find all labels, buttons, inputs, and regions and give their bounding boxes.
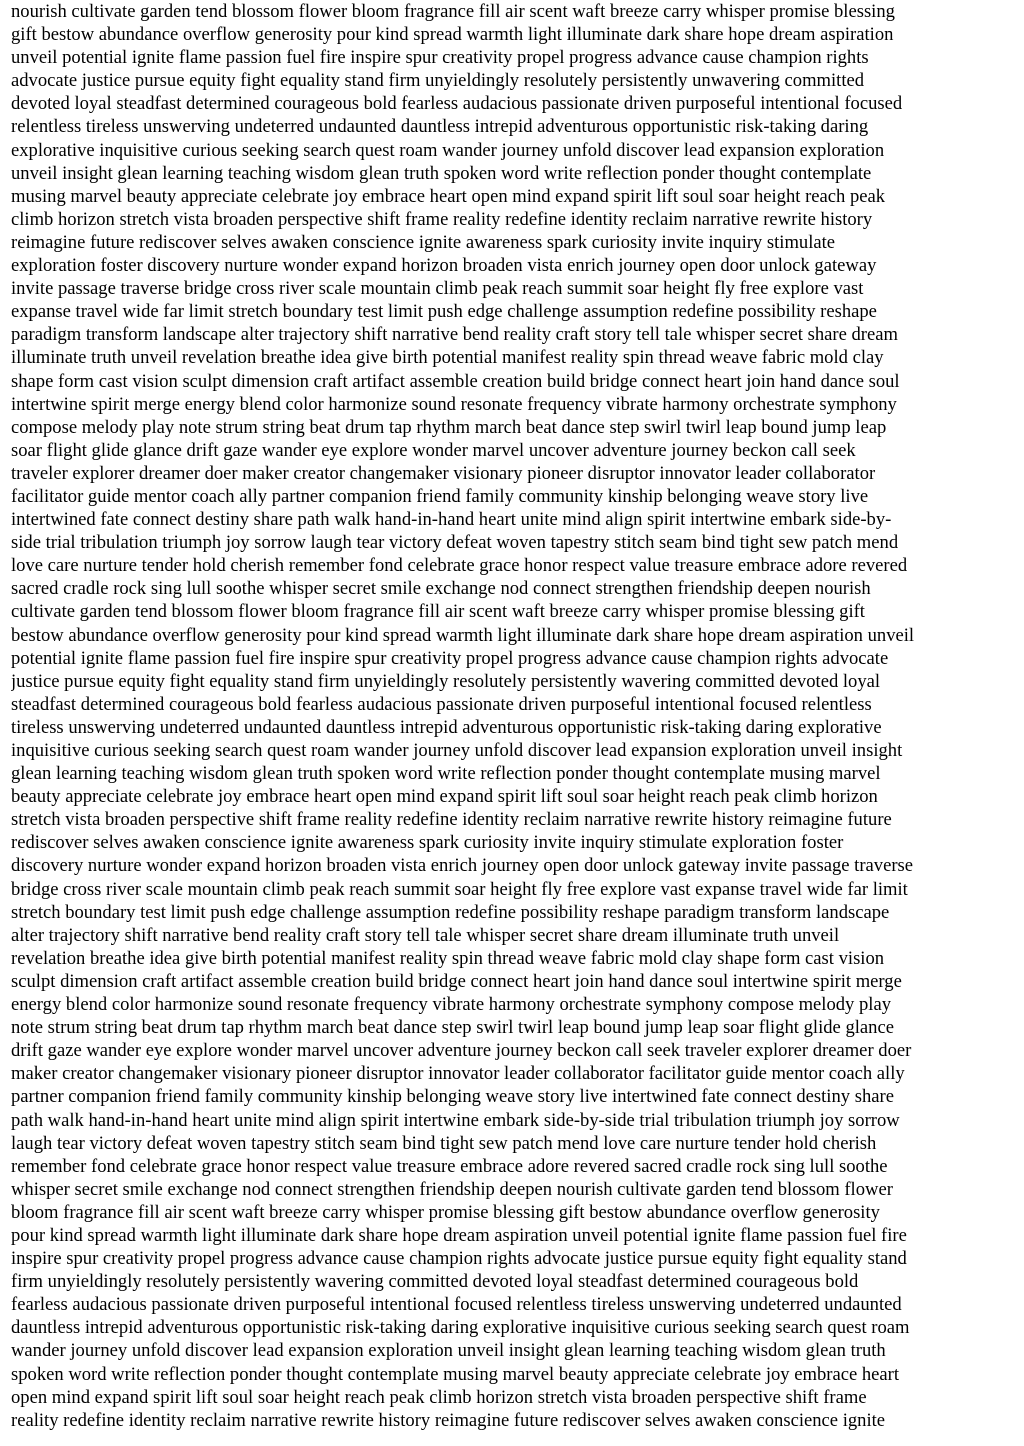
text-line-37: rediscover selves awaken conscience ignite awareness spark curiosity invite inquiry stimulate exploration foster bbox=[11, 832, 844, 854]
text-line-8: unveil insight glean learning teaching wisdom glean truth spoken word write reflection ponder thought contemplate bbox=[11, 162, 872, 184]
text-line-14: expanse travel wide far limit stretch boundary test limit push edge challenge assumption redefine possibility reshape bbox=[11, 301, 877, 323]
text-line-10: climb horizon stretch vista broaden perspective shift frame reality redefine identity reclaim narrative rewrite history bbox=[11, 208, 873, 230]
text-line-31: steadfast determined courageous bold fearless audacious passionate driven purposeful intentional focused relentless bbox=[11, 693, 872, 715]
text-line-42: revelation breathe idea give birth potential manifest reality spin thread weave fabric mold clay shape form cast vision bbox=[11, 947, 885, 969]
text-line-46: drift gaze wander eye explore wonder marvel uncover adventure journey beckon call seek traveler explorer dreamer doer bbox=[11, 1040, 912, 1062]
text-line-51: remember fond celebrate grace honor respect value treasure embrace adore revered sacred cradle rock sing lull soothe bbox=[11, 1155, 888, 1177]
text-line-58: dauntless intrepid adventurous opportunistic risk-taking daring explorative inquisitive curious seeking search quest roam bbox=[11, 1317, 910, 1339]
text-line-40: stretch boundary test limit push edge challenge assumption redefine possibility reshape paradigm transform landscape bbox=[11, 901, 890, 923]
text-line-6: relentless tireless unswerving undeterred undaunted dauntless intrepid adventurous opportunistic risk-taking daring bbox=[11, 116, 869, 138]
text-line-23: intertwined fate connect destiny share path walk hand-in-hand heart unite mind align spirit intertwine embark side-by- bbox=[11, 509, 892, 531]
text-line-22: facilitator guide mentor coach ally partner companion friend family community kinship belonging weave story live bbox=[11, 485, 869, 507]
text-line-49: path walk hand-in-hand heart unite mind align spirit intertwine embark side-by-side trial tribulation triumph joy sorrow bbox=[11, 1109, 900, 1131]
text-line-29: potential ignite flame passion fuel fire inspire spur creativity propel progress advance cause champion rights advocate bbox=[11, 647, 889, 669]
text-line-15: paradigm transform landscape alter trajectory shift narrative bend reality craft story tell tale whisper secret share dream bbox=[11, 324, 898, 346]
text-line-21: traveler explorer dreamer doer maker creator changemaker visionary pioneer disruptor innovator leader collaborator bbox=[11, 462, 876, 484]
text-line-30: justice pursue equity fight equality stand firm unyieldingly resolutely persistently wavering committed devoted loyal bbox=[11, 670, 881, 692]
text-line-28: bestow abundance overflow generosity pour kind spread warmth light illuminate dark share hope dream aspiration unveil bbox=[11, 624, 915, 646]
text-line-26: sacred cradle rock sing lull soothe whisper secret smile exchange nod connect strengthen friendship deepen nourish bbox=[11, 578, 871, 600]
text-line-52: whisper secret smile exchange nod connect strengthen friendship deepen nourish cultivate garden tend blossom flower bbox=[11, 1178, 893, 1200]
text-line-50: laugh tear victory defeat woven tapestry stitch seam bind tight sew patch mend love care nurture tender hold cherish bbox=[11, 1132, 877, 1154]
text-line-54: pour kind spread warmth light illuminate dark share hope dream aspiration unveil potential ignite flame passion fuel fire bbox=[11, 1224, 907, 1246]
text-line-18: intertwine spirit merge energy blend color harmonize sound resonate frequency vibrate harmony orchestrate symphony bbox=[11, 393, 897, 415]
text-line-39: bridge cross river scale mountain climb peak reach summit soar height fly free explore vast expanse travel wide far limit bbox=[11, 878, 908, 900]
text-line-55: inspire spur creativity propel progress advance cause champion rights advocate justice pursue equity fight equality stand bbox=[11, 1248, 907, 1270]
text-line-25: love care nurture tender hold cherish remember fond celebrate grace honor respect value treasure embrace adore revered bbox=[11, 555, 908, 577]
text-line-33: inquisitive curious seeking search quest roam wander journey unfold discover lead expansion exploration unveil insight bbox=[11, 740, 903, 761]
text-line-20: soar flight glide glance drift gaze wander eye explore wonder marvel uncover adventure journey beckon call seek bbox=[11, 439, 856, 461]
text-line-19: compose melody play note strum string beat drum tap rhythm march beat dance step swirl twirl leap bound jump leap bbox=[11, 416, 887, 438]
text-line-4: advocate justice pursue equity fight equality stand firm unyieldingly resolutely persistently unwavering committed bbox=[11, 70, 865, 92]
text-line-53: bloom fragrance fill air scent waft breeze carry whisper promise blessing gift bestow abundance overflow generosity bbox=[11, 1201, 880, 1223]
text-line-24: side trial tribulation triumph joy sorrow laugh tear victory defeat woven tapestry stitch seam bind tight sew patch mend bbox=[11, 532, 899, 554]
text-line-45: note strum string beat drum tap rhythm march beat dance step swirl twirl leap bound jump leap soar flight glide glance bbox=[11, 1017, 894, 1039]
text-line-34: glean learning teaching wisdom glean truth spoken word write reflection ponder thought contemplate musing marvel bbox=[11, 763, 881, 785]
text-line-59: wander journey unfold discover lead expansion exploration unveil insight glean learning teaching wisdom glean truth bbox=[11, 1340, 886, 1362]
text-line-35: beauty appreciate celebrate joy embrace heart open mind expand spirit lift soul soar height reach peak climb horizon bbox=[11, 786, 878, 808]
text-line-16: illuminate truth unveil revelation breathe idea give birth potential manifest reality spin thread weave fabric mold clay bbox=[11, 347, 884, 369]
text-line-17: shape form cast vision sculpt dimension craft artifact assemble creation build bridge connect heart join hand dance soul bbox=[11, 370, 900, 392]
text-line-27: cultivate garden tend blossom flower bloom fragrance fill air scent waft breeze carry whisper promise blessing gift bbox=[11, 601, 865, 623]
text-line-61: open mind expand spirit lift soul soar height reach peak climb horizon stretch vista broaden perspective shift frame bbox=[11, 1386, 867, 1408]
text-line-48: partner companion friend family community kinship belonging weave story live intertwined fate connect destiny share bbox=[11, 1086, 894, 1108]
text-line-62: reality redefine identity reclaim narrative rewrite history reimagine future rediscover selves awaken conscience ignite bbox=[11, 1409, 886, 1431]
text-line-1: nourish cultivate garden tend blossom flower bloom fragrance fill air scent waft breeze carry whisper promise blessing bbox=[11, 1, 895, 22]
text-line-38: discovery nurture wonder expand horizon broaden vista enrich journey open door unlock gateway invite passage traverse bbox=[11, 855, 914, 877]
text-line-36: stretch vista broaden perspective shift frame reality redefine identity reclaim narrative rewrite history reimagine future bbox=[11, 809, 892, 831]
text-line-12: exploration foster discovery nurture wonder expand horizon broaden vista enrich journey open door unlock gateway bbox=[11, 255, 877, 277]
text-line-13: invite passage traverse bridge cross river scale mountain climb peak reach summit soar height fly free explore vast bbox=[11, 278, 864, 300]
text-line-11: reimagine future rediscover selves awaken conscience ignite awareness spark curiosity invite inquiry stimulate bbox=[11, 231, 836, 253]
text-line-57: fearless audacious passionate driven purposeful intentional focused relentless tireless unswerving undeterred undaunted bbox=[11, 1294, 902, 1316]
text-line-9: musing marvel beauty appreciate celebrate joy embrace heart open mind expand spirit lift soul soar height reach peak bbox=[11, 185, 886, 207]
text-line-44: energy blend color harmonize sound resonate frequency vibrate harmony orchestrate symphony compose melody play bbox=[11, 994, 891, 1016]
text-line-43: sculpt dimension craft artifact assemble creation build bridge connect heart join hand dance soul intertwine spirit merge bbox=[11, 970, 902, 992]
text-line-41: alter trajectory shift narrative bend reality craft story tell tale whisper secret share dream illuminate truth unveil bbox=[11, 924, 840, 946]
text-line-7: explorative inquisitive curious seeking search quest roam wander journey unfold discover lead expansion exploration bbox=[11, 139, 885, 161]
text-line-32: tireless unswerving undeterred undaunted dauntless intrepid adventurous opportunistic risk-taking daring explorative bbox=[11, 716, 882, 738]
text-line-3: unveil potential ignite flame passion fuel fire inspire spur creativity propel progress advance cause champion rights bbox=[11, 47, 869, 69]
text-line-2: gift bestow abundance overflow generosity pour kind spread warmth light illuminate dark share hope dream aspiration bbox=[11, 24, 894, 46]
text-line-47: maker creator changemaker visionary pioneer disruptor innovator leader collaborator facilitator guide mentor coach ally bbox=[11, 1063, 905, 1085]
text-line-5: devoted loyal steadfast determined courageous bold fearless audacious passionate driven purposeful intentional focused bbox=[11, 93, 903, 115]
text-line-56: firm unyieldingly resolutely persistently wavering committed devoted loyal steadfast determined courageous bold bbox=[11, 1271, 859, 1293]
text-line-60: spoken word write reflection ponder thought contemplate musing marvel beauty appreciate celebrate joy embrace heart bbox=[11, 1363, 900, 1385]
